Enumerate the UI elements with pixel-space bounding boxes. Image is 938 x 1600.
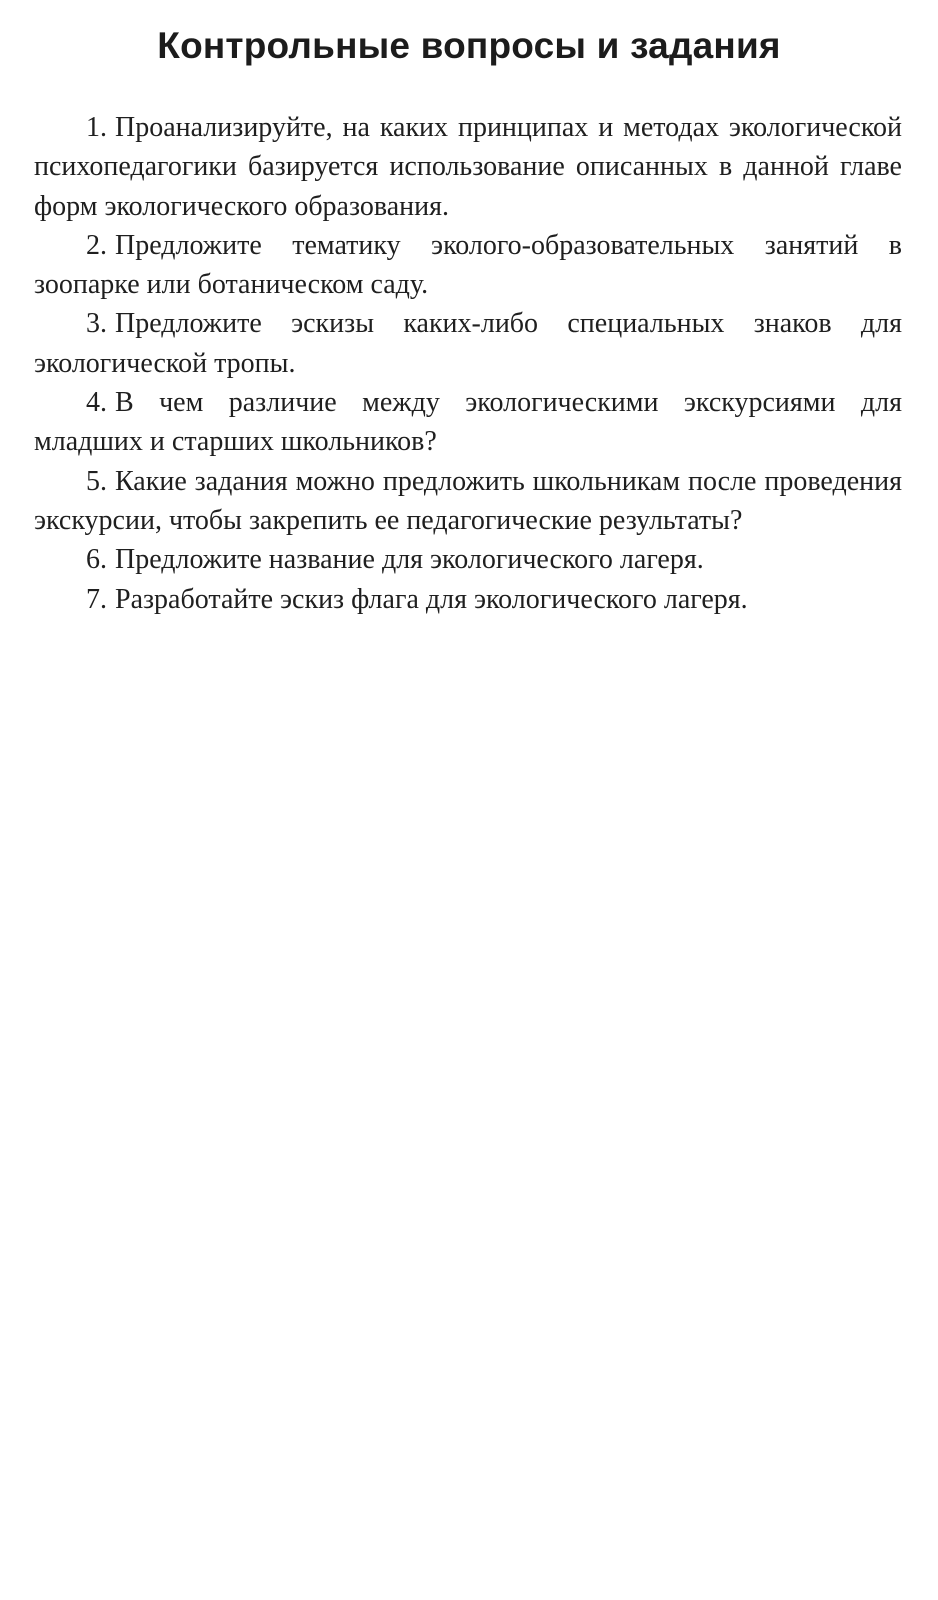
task-item-5 (34, 462, 902, 541)
task-item-1 (34, 108, 902, 226)
task-text: Предложите название для экологического лагеря. (115, 544, 704, 576)
task-text: Предложите тематику эколого-образовательных занятий в зоопарке или ботаническом саду. (34, 229, 902, 301)
task-number: 1. (86, 112, 107, 143)
task-item-3 (34, 304, 902, 383)
task-text: В чем различие между экологическими экскурсиями для младших и старших школьников? (34, 387, 902, 458)
task-text: Проанализируйте, на каких принципах и методах экологической психопедагогики базируется использование описанных в данной главе форм экологического образования. (34, 112, 902, 222)
task-item-7 (34, 580, 902, 619)
task-item-4 (34, 383, 902, 462)
task-number: 7. (86, 583, 107, 615)
task-item-6 (34, 540, 902, 579)
task-number: 4. (86, 387, 107, 419)
task-number: 6. (86, 544, 107, 576)
task-list (34, 108, 902, 619)
task-text: Какие задания можно предложить школьникам после проведения экскурсии, чтобы закрепить ее педагогические результаты? (34, 465, 902, 536)
task-item-2 (34, 226, 902, 305)
task-number: 5. (86, 465, 107, 497)
task-text: Предложите эскизы каких-либо специальных знаков для экологической тропы. (34, 308, 902, 379)
task-number: 2. (86, 229, 107, 261)
page-title: Контрольные вопросы и задания (157, 25, 781, 66)
task-text: Разработайте эскиз флага для экологического лагеря. (115, 583, 748, 615)
task-number: 3. (86, 308, 107, 340)
